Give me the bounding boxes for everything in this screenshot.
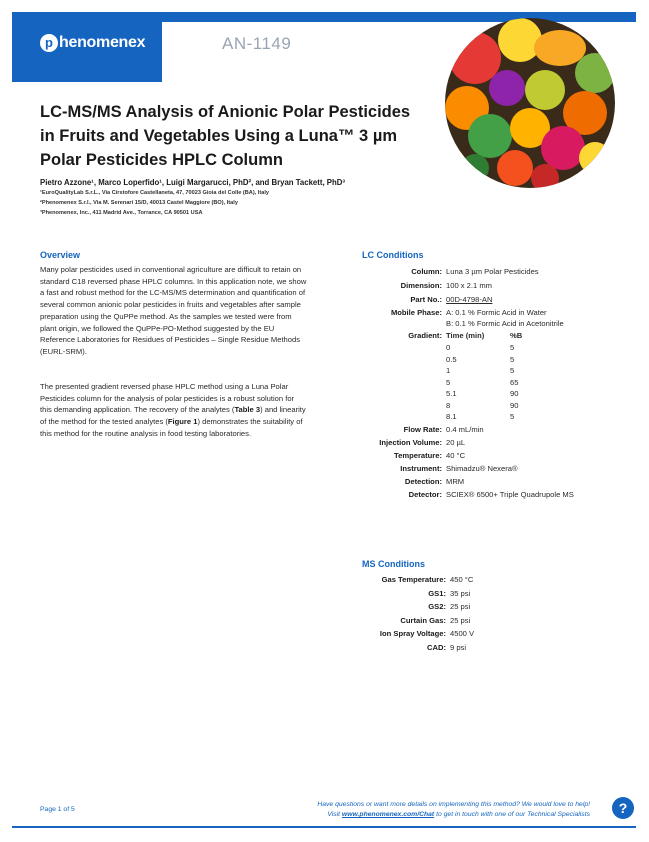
lc-column-row: Column: Luna 3 µm Polar Pesticides <box>411 267 539 276</box>
gradient-percent-b: 65 <box>510 377 519 387</box>
phenomenex-logo <box>40 34 145 52</box>
gradient-row <box>446 401 518 411</box>
affiliation-3: ³Phenomenex, Inc., 411 Madrid Ave., Torrance, CA 90501 USA <box>40 210 203 216</box>
ms-condition-row: GS1: 35 psi <box>428 588 471 598</box>
gradient-time: 5 <box>446 377 451 387</box>
help-text: Have questions or want more details on implementing this method? We would love to help! Visit www.phenomenex.com/Chat to get in touch with one of our Technical Specialists <box>317 801 590 818</box>
page-number: Page 1 of 5 <box>40 806 75 813</box>
page-title: LC-MS/MS Analysis of Anionic Polar Pesticides in Fruits and Vegetables Using a Luna™ 3 µm Polar Pesticides HPLC Column <box>40 103 411 169</box>
produce-image <box>445 18 615 188</box>
lc-flow-row: Flow Rate: 0.4 mL/min <box>403 425 484 434</box>
affiliation-2: ²Phenomenex S.r.l., Via M. Serenari 15/D, 40013 Castel Maggiore (BO), Italy <box>40 200 238 206</box>
gradient-percent-b: 5 <box>510 366 515 375</box>
gradient-row <box>446 412 514 422</box>
logo-mark: p <box>40 34 58 52</box>
overview-paragraph-1: Many polar pesticides used in conventional agriculture are difficult to retain on standard C18 reversed phase HPLC columns. In this application note, we show a fast and robust method for the LC-MS/MS determination and quantification of several common anionic polar pesticides in fruits and vegetables after sample preparation using the QuPPe method. As the samples we tested were from plant origin, we followed the QuPPe-PO-Method suggested by the EU Reference Laboratories for Residues of Pesticides – Single Residue Methods (EURL-SRM). <box>40 265 307 356</box>
lc-mobile-phase-b-row: B: 0.1 % Formic Acid in Acetonitrile <box>446 319 564 328</box>
gradient-time: 8 <box>446 400 451 410</box>
lc-instrument-row: Instrument: Shimadzu® Nexera® <box>400 464 518 473</box>
footer-divider <box>12 826 636 828</box>
gradient-percent-b: 5 <box>510 412 515 421</box>
gradient-time: 0 <box>446 343 451 352</box>
help-question-icon[interactable]: ? <box>612 797 634 819</box>
gradient-time: 0.5 <box>446 354 457 364</box>
ms-condition-row: CAD: 9 psi <box>427 642 467 652</box>
lc-injection-row: Injection Volume: 20 µL <box>379 438 466 447</box>
part-number-link: 00D-4798-AN <box>446 295 493 304</box>
lc-detection-row: Detection: MRM <box>404 477 465 486</box>
overview-paragraph-2: The presented gradient reversed phase HPLC method using a Luna Polar Pesticides column for the analysis of polar pesticides is a robust solution for this demanding application. The recovery of the analytes (Table 3) and linearity of the method for the tested analytes (Figure 1) demonstrates the suitability of this method for the routine analysis in food testing laboratories. <box>40 382 306 438</box>
gradient-time: 8.1 <box>446 412 457 421</box>
ms-conditions-heading: MS Conditions <box>362 559 425 569</box>
produce-illustration <box>445 18 615 188</box>
gradient-time: 5.1 <box>446 389 457 398</box>
ms-condition-row: Ion Spray Voltage: 4500 V <box>379 629 475 638</box>
gradient-row <box>446 366 514 376</box>
ms-condition-row: GS2: 25 psi <box>428 602 471 611</box>
gradient-time: 1 <box>446 366 451 375</box>
gradient-percent-b: 90 <box>510 389 519 398</box>
ms-condition-row: Gas Temperature: 450 °C <box>381 575 474 584</box>
lc-conditions-heading: LC Conditions <box>362 250 424 260</box>
chat-link[interactable]: www.phenomenex.com/Chat <box>341 811 435 818</box>
lc-detector-row: Detector: SCIEX® 6500+ Triple Quadrupole MS <box>408 490 574 499</box>
lc-gradient-row: Gradient: Time (min) %B <box>408 331 523 340</box>
lc-dimension-row: Dimension: 100 x 2.1 mm <box>400 281 493 290</box>
lc-temperature-row: Temperature: 40 °C <box>394 451 466 460</box>
ms-condition-row: Curtain Gas: 25 psi <box>400 615 471 625</box>
document-code: AN-1149 <box>222 34 292 53</box>
gradient-row <box>446 343 514 353</box>
lc-partno-row: Part No.: 00D-4798-AN <box>410 295 493 304</box>
authors: Pietro Azzone¹, Marco Loperfido¹, Luigi Margarucci, PhD², and Bryan Tackett, PhD³ <box>40 178 345 187</box>
gradient-percent-b: 5 <box>510 354 515 364</box>
overview-heading: Overview <box>40 250 81 260</box>
gradient-percent-b: 90 <box>510 400 519 410</box>
gradient-row <box>446 389 518 399</box>
gradient-row <box>446 355 514 365</box>
gradient-row <box>446 378 518 388</box>
gradient-percent-b: 5 <box>510 343 515 352</box>
logo-text: henomenex <box>59 34 146 51</box>
lc-mobile-phase-row: Mobile Phase: A: 0.1 % Formic Acid in Water <box>390 308 547 317</box>
affiliation-1: ¹EuroQualityLab S.r.L., Via Cirstofore Castellaneta, 47, 70023 Gioia del Colle (BA), Italy <box>40 190 269 196</box>
